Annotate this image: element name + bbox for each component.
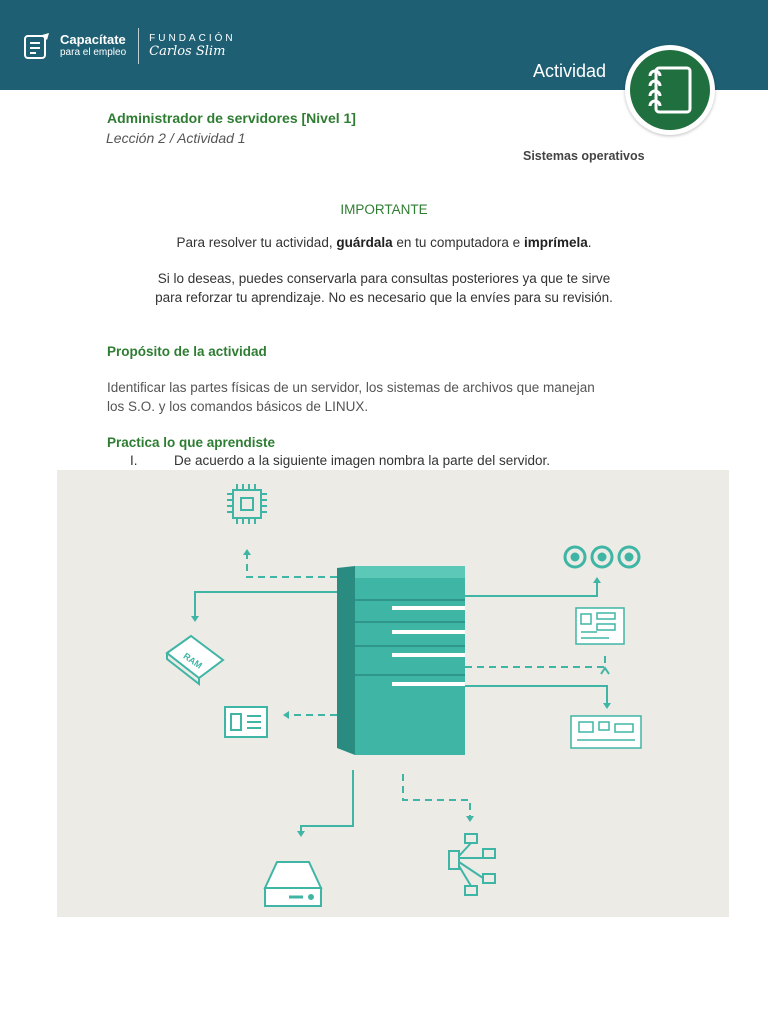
expansion-card-icon — [571, 716, 641, 748]
server-diagram — [57, 470, 729, 917]
activity-badge — [625, 45, 715, 135]
server-tower — [337, 566, 465, 755]
logo-subtitle: para el empleo — [60, 47, 127, 58]
connector-motherboard — [465, 653, 605, 667]
connector-network — [403, 774, 470, 818]
ram-icon — [167, 636, 223, 684]
logo-title: Capacítate — [60, 32, 126, 47]
pencil-logo-icon — [22, 31, 52, 61]
cpu-icon — [227, 484, 267, 524]
network-icon — [449, 834, 495, 895]
connector-drive — [301, 770, 353, 833]
instruction-line-2: Si lo deseas, puedes conservarla para consultas posteriores ya que te sirve — [157, 271, 611, 286]
connector-ram — [195, 592, 337, 618]
list-item-number: I. — [130, 453, 138, 468]
purpose-heading: Propósito de la actividad — [107, 344, 267, 359]
foundation-label: FUNDACIÓN — [149, 33, 236, 44]
hard-drive-icon — [265, 862, 321, 906]
list-item-text: De acuerdo a la siguiente imagen nombra la parte del servidor. — [174, 453, 550, 468]
course-title: Administrador de servidores [Nivel 1] — [107, 110, 356, 126]
practice-heading: Practica lo que aprendiste — [107, 435, 276, 450]
connector-fans — [465, 582, 597, 596]
ram-label: RAM — [181, 650, 204, 671]
instruction-line-1: Para resolver tu actividad, guárdala en tu computadora e imprímela. — [176, 235, 592, 250]
foundation-name: Carlos Slim — [149, 44, 226, 59]
purpose-line-2: los S.O. y los comandos básicos de LINUX. — [107, 399, 369, 414]
motherboard-icon — [576, 608, 624, 644]
power-supply-icon — [225, 707, 267, 737]
connector-cpu — [247, 554, 337, 577]
fans-icon — [565, 547, 639, 567]
notebook-icon — [630, 50, 710, 130]
instruction-line-3: para reforzar tu aprendizaje. No es necesario que la envíes para su revisión. — [155, 290, 613, 305]
connector-expansion — [465, 686, 607, 706]
logo-divider — [138, 28, 139, 64]
activity-title: Actividad — [533, 61, 607, 81]
lesson-label: Lección 2 / Actividad 1 — [106, 130, 246, 146]
logo — [22, 28, 236, 64]
purpose-line-1: Identificar las partes físicas de un servidor, los sistemas de archivos que manejan — [107, 380, 595, 395]
subject-label: Sistemas operativos — [523, 149, 645, 163]
important-heading: IMPORTANTE — [340, 202, 428, 217]
